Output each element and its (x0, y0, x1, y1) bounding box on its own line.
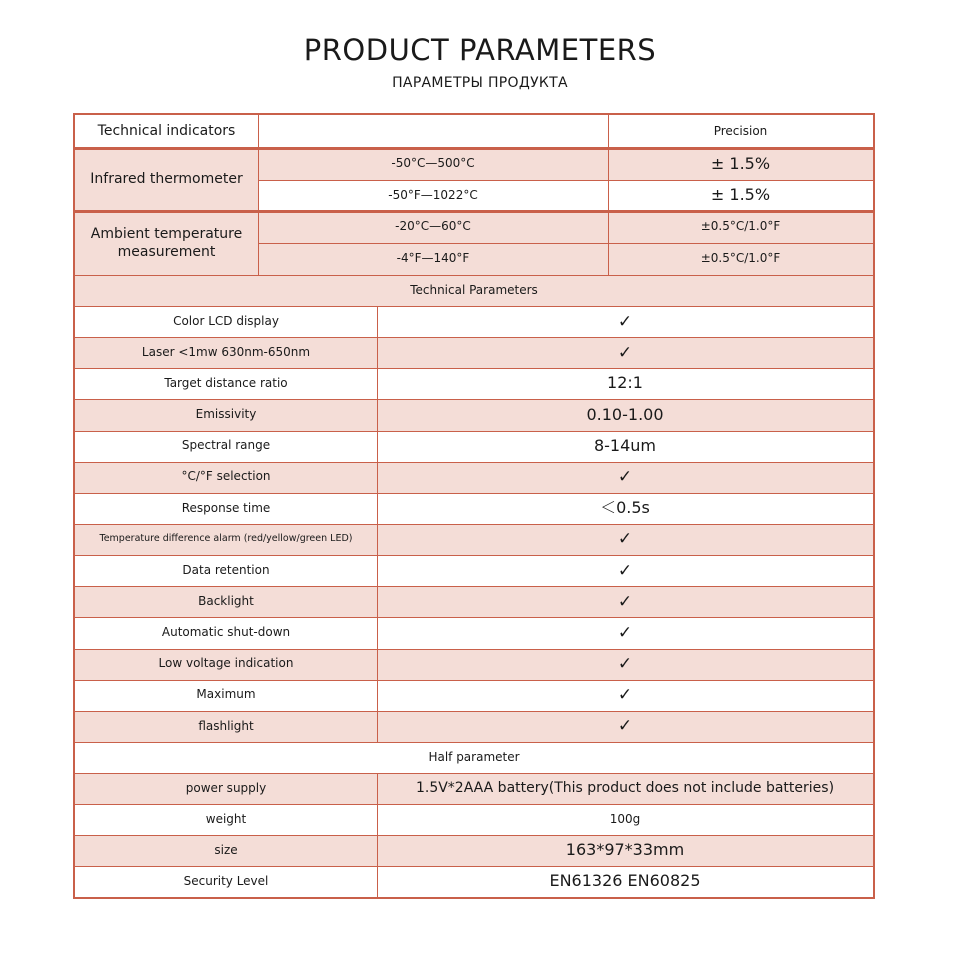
check-icon: ✓ (377, 586, 873, 617)
ambient-precision-2: ±0.5°C/1.0°F (608, 243, 873, 275)
row-divider (258, 243, 873, 244)
half-param-value: 163*97*33mm (377, 835, 873, 866)
col-divider (258, 115, 259, 275)
row-divider (75, 306, 873, 307)
row-divider (75, 275, 873, 276)
tech-param-name: Target distance ratio (164, 376, 288, 391)
tech-param-name: °C/°F selection (75, 462, 377, 493)
check-icon: ✓ (617, 622, 633, 643)
row-divider (75, 773, 873, 774)
row-divider (75, 524, 873, 525)
infrared-label-cell: Infrared thermometer (75, 148, 258, 211)
tech-param-name: Color LCD display (173, 313, 279, 328)
row-divider (75, 742, 873, 743)
check-icon: ✓ (377, 337, 873, 368)
row-divider (75, 680, 873, 681)
check-icon: ✓ (617, 685, 633, 706)
ambient-range-1: -20°C—60°C (258, 211, 608, 243)
row-divider (75, 835, 873, 836)
tech-param-name: flashlight (75, 711, 377, 742)
row-divider (75, 493, 873, 494)
row-divider (75, 555, 873, 556)
row-divider (75, 866, 873, 867)
tech-param-name: Data retention (182, 562, 270, 577)
half-param-value: 1.5V*2AAA battery(This product does not include batteries) (377, 773, 873, 804)
row-divider (75, 399, 873, 400)
check-icon: ✓ (377, 524, 873, 555)
check-icon: ✓ (617, 560, 633, 581)
page-subtitle: ПАРАМЕТРЫ ПРОДУКТА (392, 75, 568, 91)
col-divider (608, 115, 609, 275)
header-indicators-cell: Technical indicators (97, 123, 236, 140)
row-divider-thick (75, 210, 873, 213)
half-param-name: Security Level (183, 873, 269, 888)
tech-param-name: Spectral range (181, 438, 271, 453)
infrared-precision-1: ± 1.5% (608, 148, 873, 180)
half-param-value: EN61326 EN60825 (549, 871, 701, 891)
ambient-precision-1: ±0.5°C/1.0°F (608, 211, 873, 243)
half-param-value: 100g (609, 811, 641, 826)
row-divider (75, 649, 873, 650)
half-section-title: Half parameter (428, 749, 520, 764)
check-icon: ✓ (377, 649, 873, 680)
tech-param-name: Low voltage indication (75, 649, 377, 680)
check-icon: ✓ (377, 711, 873, 742)
ambient-label-cell: Ambient temperature measurement (75, 211, 258, 275)
tech-param-name: Emissivity (75, 399, 377, 430)
row-divider (75, 804, 873, 805)
tech-param-name: Automatic shut-down (161, 625, 291, 640)
tech-param-name: Backlight (75, 586, 377, 617)
check-icon: ✓ (617, 311, 633, 332)
row-divider (75, 337, 873, 338)
infrared-precision-2: ± 1.5% (710, 185, 771, 205)
row-divider-thick (75, 147, 873, 150)
ambient-range-2: -4°F—140°F (258, 243, 608, 275)
parameters-table (73, 113, 875, 899)
row-divider (75, 586, 873, 587)
row-divider (75, 711, 873, 712)
row-divider (75, 431, 873, 432)
tech-param-name: Response time (181, 500, 271, 515)
tech-param-name: Laser <1mw 630nm-650nm (75, 337, 377, 368)
tech-param-name: Maximum (196, 687, 256, 702)
tech-section-title: Technical Parameters (75, 275, 873, 306)
tech-param-value: 8-14um (593, 435, 657, 455)
half-param-name: size (75, 835, 377, 866)
header-middle-cell (258, 115, 608, 148)
row-divider (75, 368, 873, 369)
header-precision-cell: Precision (713, 123, 768, 138)
tech-param-value: 0.10-1.00 (377, 399, 873, 430)
tech-param-name: Temperature difference alarm (red/yellow/green LED) (75, 524, 377, 555)
half-param-name: weight (205, 811, 247, 826)
row-divider (258, 180, 873, 181)
row-divider (75, 617, 873, 618)
tech-param-value: 12:1 (607, 373, 643, 393)
half-param-name: power supply (75, 773, 377, 804)
row-divider (75, 462, 873, 463)
check-icon: ✓ (377, 462, 873, 493)
infrared-range-2: -50°F—1022°C (388, 187, 478, 202)
page-title: PRODUCT PARAMETERS (303, 33, 657, 67)
infrared-range-1: -50°C—500°C (258, 148, 608, 180)
tech-param-value: ＜0.5s (600, 497, 650, 517)
